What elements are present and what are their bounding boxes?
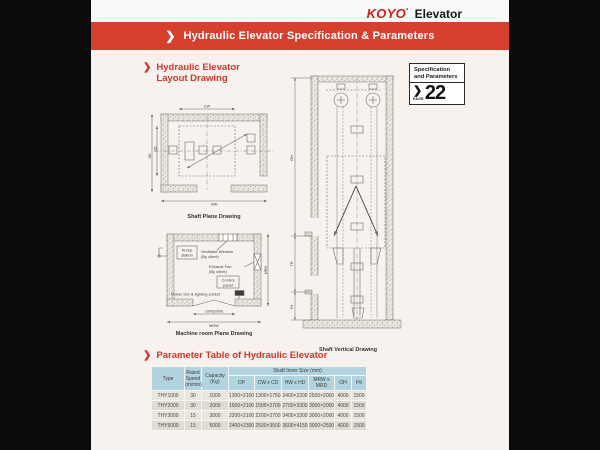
col-header-oh: OH — [335, 376, 352, 391]
table-cell: 15 — [185, 411, 202, 421]
table-cell: 2400×2300 — [229, 422, 255, 429]
col-header-hwhd: HW x HD — [282, 376, 309, 391]
col-header-cwcd: CW x CD — [255, 376, 282, 391]
dim-mrw-label: MRW — [209, 323, 219, 328]
table-cell: 1500×2700 — [255, 402, 281, 409]
dim-inner-label: 1000(2000) — [205, 309, 223, 314]
exhaust-fan-label1: Exhaust Fan — [209, 264, 232, 269]
table-cell: 2500×2000 — [309, 392, 335, 399]
table-cell: 30 — [185, 391, 202, 401]
table-cell: 3000×2500 — [309, 422, 335, 429]
table-cell: 2000 — [202, 401, 229, 411]
table-cell: 1500 — [353, 392, 365, 399]
pump-station-label2: station — [181, 252, 193, 258]
dimension-lines — [291, 78, 311, 320]
dim-hd-label: HD — [148, 153, 152, 159]
col-header-speed: Rated Speed (m/min) — [185, 367, 202, 391]
pump-station-label1: Pump — [181, 247, 193, 253]
dim-pit-label: Pit — [290, 304, 294, 310]
param-heading-text: Parameter Table of Hydraulic Elevator — [156, 350, 328, 361]
layout-drawing-heading — [143, 62, 240, 84]
page-tab-line2: and Parameters — [414, 73, 458, 80]
chevron-right-icon: ❯ — [143, 62, 152, 73]
layout-heading-line1: Hydraulic Elevator — [156, 62, 240, 73]
table-cell: 3000 — [202, 411, 229, 421]
table-cell: 15 — [185, 421, 202, 431]
dim-hw-label: HW — [210, 201, 218, 207]
ventilator-label2: (By client) — [201, 254, 219, 259]
table-cell: 4000 — [335, 391, 352, 401]
dim-tr-label: TR — [289, 261, 294, 267]
chevron-right-icon: ❯ — [413, 84, 423, 97]
chevron-right-icon: ❯ — [143, 350, 152, 361]
machine-room-caption: Machine room Plane Drawing — [175, 331, 253, 337]
table-cell: 2200×2100 — [229, 412, 255, 419]
shaft-vertical-caption: Shaft Vertical Drawing — [318, 347, 378, 353]
table-cell: 2700×3300 — [282, 402, 308, 409]
pipe-hook — [159, 248, 167, 256]
chevron-right-icon: ❯ — [165, 29, 176, 43]
exhaust-fan-label2: (By client) — [209, 269, 227, 274]
table-row — [152, 411, 367, 421]
table-cell: THY5000 — [152, 421, 185, 431]
control-panel-label1: Control — [221, 277, 235, 283]
layout-heading-line2: Layout Drawing — [156, 73, 228, 84]
table-cell: 3600×4150 — [282, 422, 308, 429]
logo-suffix-text: Elevator — [414, 7, 462, 21]
table-cell: 2500×3500 — [255, 422, 281, 429]
table-cell: 4000 — [335, 401, 352, 411]
table-cell: 4000 — [335, 421, 352, 431]
table-cell: 1300×1750 — [255, 392, 281, 399]
col-header-pit: Pit — [352, 376, 367, 391]
banner-title: Hydraulic Elevator Specification & Parameters — [183, 30, 435, 42]
dim-cw-label: CW — [203, 104, 211, 109]
shaft-plane-drawing — [147, 104, 281, 222]
dim-oh-label: OH — [289, 155, 294, 161]
page-tab-number-row — [410, 83, 464, 104]
table-row — [152, 421, 367, 431]
parameter-table-heading — [143, 350, 327, 361]
table-cell: 3000×2000 — [309, 412, 335, 419]
page-header-strip — [91, 0, 509, 22]
table-cell: 2400×2200 — [282, 392, 308, 399]
page-label: PAGE — [413, 96, 424, 101]
col-header-capacity: Capacity (Kg) — [202, 367, 229, 391]
table-cell: 5000 — [202, 421, 229, 431]
table-cell: 3000×2000 — [309, 402, 335, 409]
shaft-vertical-drawing — [281, 68, 415, 356]
table-row — [152, 401, 367, 411]
col-header-mrwmrd: MRW x MRD — [309, 376, 335, 391]
control-panel-label2: panel — [223, 282, 233, 288]
cab-outline-vertical — [327, 156, 385, 248]
table-cell: 1000 — [202, 391, 229, 401]
logo-dot-icon: • — [406, 7, 409, 13]
col-header-op: OP — [229, 376, 255, 391]
page-body — [91, 0, 509, 450]
table-cell: 1500 — [353, 412, 365, 419]
power-box-label: Power box & lighting socket — [171, 291, 221, 297]
col-header-group: Shaft Inner Size (mm) — [229, 367, 367, 376]
layout-heading-text — [156, 62, 239, 84]
logo-brand-text: KOYO — [366, 6, 407, 21]
page-tab-title — [410, 64, 464, 83]
shaft-plane-caption: Shaft Plane Drawing — [187, 214, 241, 220]
title-banner — [91, 22, 509, 50]
load-arrows — [334, 186, 378, 236]
page-number: 22 — [424, 82, 446, 105]
stair-notch — [193, 300, 235, 306]
dim-mrd-label: MRD — [264, 266, 268, 274]
table-cell: 30 — [185, 401, 202, 411]
machine-room-drawing — [151, 226, 277, 338]
table-row — [152, 391, 367, 401]
table-cell: 1500 — [353, 422, 365, 429]
table-cell: THY3000 — [152, 411, 185, 421]
koyo-logo — [367, 5, 462, 23]
parameter-table — [151, 366, 367, 431]
table-cell: 4000 — [335, 411, 352, 421]
col-header-type: Type — [152, 367, 185, 391]
table-header-row-1 — [152, 367, 367, 376]
table-cell: 3400×3300 — [282, 412, 308, 419]
power-box — [235, 291, 244, 296]
page-tab-line1: Specification — [414, 67, 451, 73]
table-cell: 1300×2100 — [229, 392, 255, 399]
table-cell: 2200×2700 — [255, 412, 281, 419]
page-number-tab — [409, 63, 465, 105]
table-cell: 1500 — [353, 402, 365, 409]
table-cell: THY1000 — [152, 391, 185, 401]
table-cell: 1500×2100 — [229, 402, 255, 409]
dim-cd-label: CD — [153, 146, 158, 152]
ventilator-label1: Ventilator Window — [201, 249, 234, 254]
table-cell: THY2000 — [152, 401, 185, 411]
